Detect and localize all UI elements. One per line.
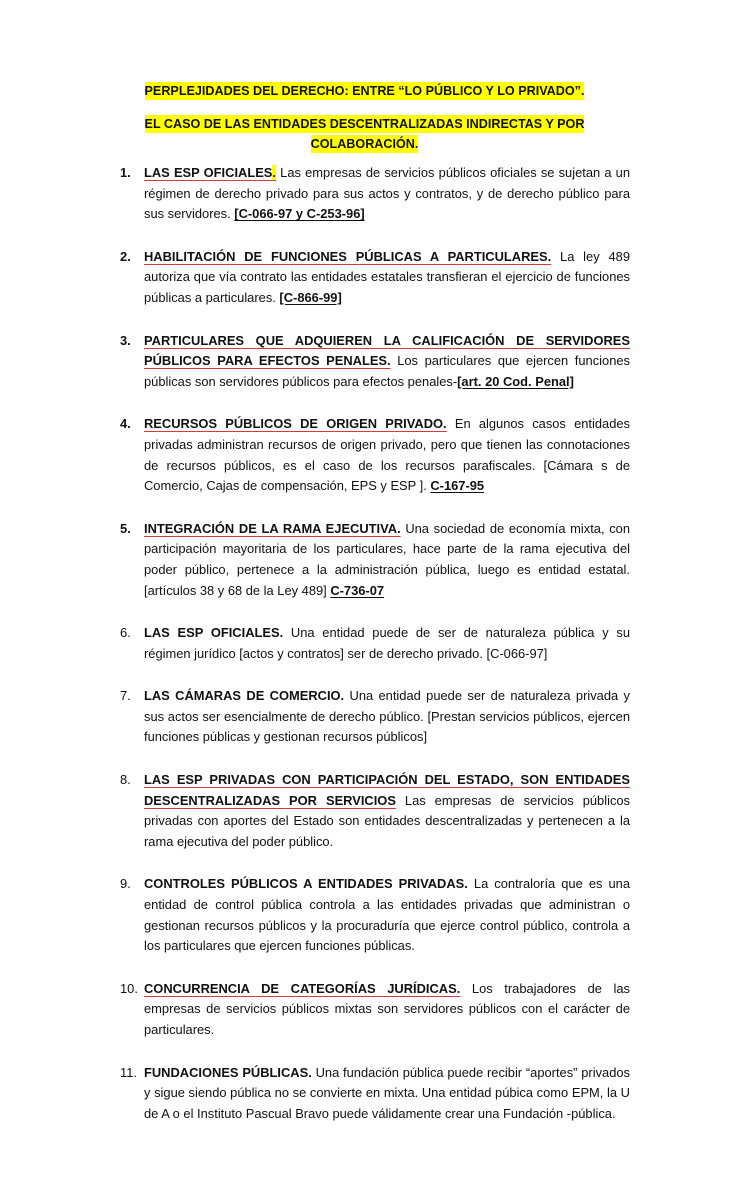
list-item [120, 770, 630, 852]
list-item [120, 979, 630, 1041]
item-heading: PARTICULARES QUE ADQUIEREN LA CALIFICACIÓN DE SERVIDORES PÚBLICOS PARA EFECTOS PENALES. [144, 332, 630, 369]
list-item [120, 414, 630, 496]
item-number: 1. [120, 165, 131, 180]
list-item [120, 519, 630, 601]
item-text: La ley 489 autoriza que vía contrato las entidades estatales transfieran el ejercicio de funciones públicas a particulares. [144, 248, 630, 305]
item-text: En algunos casos entidades privadas administran recursos de origen privado, pero que tienen las connotaciones de recursos públicos, es el caso de los recursos parafiscales. [Cámara s de Comercio, Cajas de compensación, EPS y ESP ]. [144, 416, 630, 494]
list-item [120, 686, 630, 748]
item-number: 10. [120, 980, 138, 996]
item-reference: [C-866-99] [279, 289, 342, 305]
item-text: Las empresas de servicios públicos oficiales se sujetan a un régimen de derecho privado para sus actos y contratos, y de derecho público para sus servidores. [144, 165, 631, 222]
item-number: 6. [120, 625, 131, 641]
title-1-text: PERPLEJIDADES DEL DERECHO: ENTRE “LO PÚBLICO Y LO PRIVADO”. [144, 84, 585, 98]
item-heading: CONTROLES PÚBLICOS A ENTIDADES PRIVADAS. [144, 876, 468, 892]
title-line-3 [0, 137, 729, 151]
item-text: Los trabajadores de las empresas de servicios públicos mixtas son servidores públicos con el carácter de particulares. [144, 980, 630, 1037]
item-heading: RECURSOS PÚBLICOS DE ORIGEN PRIVADO. [144, 416, 447, 432]
item-reference: [art. 20 Cod. Penal] [457, 373, 574, 389]
item-heading: FUNDACIONES PÚBLICAS. [144, 1064, 312, 1080]
item-text: Los particulares que ejercen funciones públicas son servidores públicos para efectos penales- [144, 353, 630, 389]
list-item [120, 874, 630, 956]
item-reference: C-736-07 [330, 582, 385, 598]
title-line-2 [0, 117, 729, 131]
title-line-1 [0, 84, 729, 98]
item-reference: C-167-95 [430, 478, 485, 494]
item-text: Una entidad puede ser de naturaleza privada y sus actos ser esencialmente de derecho público. [Prestan servicios públicos, ejercen funciones públicas y gestionan recursos públicos] [144, 688, 630, 745]
item-heading: HABILITACIÓN DE FUNCIONES PÚBLICAS A PARTICULARES. [144, 248, 552, 264]
item-text: Una entidad puede de ser de naturaleza pública y su régimen jurídico [actos y contratos] ser de derecho privado. [C-066-97] [144, 625, 630, 661]
item-number: 5. [120, 520, 131, 536]
list-item [120, 163, 630, 225]
title-2a-text: EL CASO DE LAS ENTIDADES DESCENTRALIZADAS INDIRECTAS Y POR [144, 117, 585, 131]
item-number: 4. [120, 416, 131, 432]
list-item [120, 331, 630, 393]
list-item [120, 247, 630, 309]
item-heading: INTEGRACIÓN DE LA RAMA EJECUTIVA. [144, 520, 401, 536]
item-text: Las empresas de servicios públicos privadas con aportes del Estado son entidades descentralizadas y pertenecen a la rama ejecutiva del poder público. [144, 792, 630, 849]
item-heading: LAS ESP OFICIALES. [144, 625, 284, 641]
item-reference: [C-066-97 y C-253-96] [234, 206, 365, 222]
list-item [120, 1063, 630, 1125]
item-text: Una sociedad de economía mixta, con participación mayoritaria de los particulares, hace parte de la rama ejecutiva del poder público, pertenece a la administración pública, luego es entidad estatal. [artículos 38 y 68 de la Ley 489] [144, 520, 630, 598]
item-heading: LAS ESP OFICIALES [144, 165, 273, 180]
item-text: La contraloría que es una entidad de control pública controla a las entidades privadas que administran o gestionan recursos públicos y la procuraduría que ejerce control público, controla a los particulares que ejercen funciones públicas. [144, 876, 631, 954]
item-text: Una fundación pública puede recibir “aportes” privados y sigue siendo pública no se convierte en mixta. Una entidad púbica como EPM, la U de A o el Instituto Pascual Bravo puede válidamente crear una Fundación -pública. [144, 1064, 630, 1121]
item-number: 11. [120, 1064, 137, 1080]
item-heading: LAS ESP PRIVADAS CON PARTICIPACIÓN DEL ESTADO, SON ENTIDADES DESCENTRALIZADAS POR SERVICIOS [144, 772, 630, 808]
item-heading-highlight: . [272, 165, 277, 180]
title-2b-text: COLABORACIÓN. [310, 137, 419, 151]
item-number: 7. [120, 688, 131, 704]
numbered-list [120, 163, 630, 1124]
item-number: 9. [120, 876, 131, 892]
item-number: 8. [120, 772, 131, 788]
item-heading: LAS CÁMARAS DE COMERCIO. [144, 688, 345, 704]
item-number: 3. [120, 332, 131, 348]
list-item [120, 623, 630, 664]
item-heading: CONCURRENCIA DE CATEGORÍAS JURÍDICAS. [144, 980, 461, 996]
item-number: 2. [120, 248, 131, 264]
